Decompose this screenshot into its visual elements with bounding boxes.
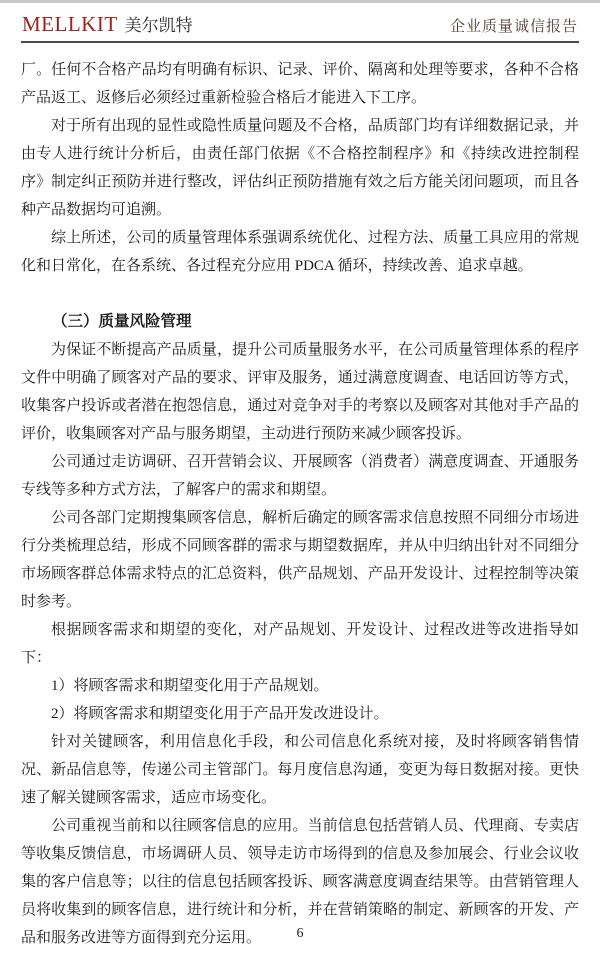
- paragraph: 公司通过走访调研、召开营销会议、开展顾客（消费者）满意度调查、开通服务专线等多种方式方法，了解客户的需求和期望。: [21, 454, 579, 498]
- paragraph: 对于所有出现的显性或隐性质量问题及不合格，品质部门均有详细数据记录，并由专人进行统计分析后，由责任部门依据《不合格控制程序》和《持续改进控制程序》制定纠正预防并进行整改，评估纠正预防措施有效之后方能关闭问题项，而且各种产品数据均可追溯。: [21, 118, 579, 218]
- page-number: 6: [296, 926, 304, 941]
- paragraph: 公司各部门定期搜集顾客信息，解析后确定的顾客需求信息按照不同细分市场进行分类梳理总结，形成不同顾客群的需求与期望数据库，并从中归纳出针对不同细分市场顾客群总体需求特点的汇总资料，供产品规划、产品开发设计、过程控制等决策时参考。: [21, 510, 579, 610]
- section-heading: （三）质量风险管理: [52, 313, 192, 330]
- report-title: 企业质量诚信报告: [449, 19, 578, 35]
- company-logo-en: MELLKIT: [22, 12, 118, 36]
- paragraph: 根据顾客需求和期望的变化，对产品规划、开发设计、过程改进等改进指导如下：: [21, 622, 579, 666]
- paragraph: 针对关键顾客，利用信息化手段，和公司信息化系统对接，及时将顾客销售情况、新品信息等，传递公司主管部门。每月度信息沟通，变更为每日数据对接。更快速了解关键顾客需求，适应市场变化。: [21, 734, 579, 806]
- company-logo: [22, 11, 193, 37]
- list-item: 2）将顾客需求和期望变化用于产品开发改进设计。: [51, 706, 389, 722]
- page-header: [21, 8, 579, 43]
- paragraph: 为保证不断提高产品质量，提升公司质量服务水平，在公司质量管理体系的程序文件中明确了顾客对产品的要求、评审及服务，通过满意度调查、电话回访等方式，收集客户投诉或者潜在抱怨信息，通过对竞争对手的考察以及顾客对其他对手产品的评价，收集顾客对产品与服务期望，主动进行预防来减少顾客投诉。: [21, 342, 579, 442]
- company-logo-cn: 美尔凯特: [124, 16, 193, 35]
- document-body: [21, 56, 579, 952]
- paragraph: 综上所述，公司的质量管理体系强调系统优化、过程方法、质量工具应用的常规化和日常化，在各系统、各过程充分应用 PDCA 循环，持续改善、追求卓越。: [21, 230, 579, 274]
- paragraph-continuation: 厂。任何不合格产品均有明确有标识、记录、评价、隔离和处理等要求，各种不合格产品返工、返修后必须经过重新检验合格后才能进入下工序。: [21, 62, 579, 106]
- list-item: 1）将顾客需求和期望变化用于产品规划。: [51, 678, 329, 694]
- paragraph: 公司重视当前和以往顾客信息的应用。当前信息包括营销人员、代理商、专卖店等收集反馈信息，市场调研人员、领导走访市场得到的信息及参加展会、行业会议收集的客户信息等；以往的信息包括顾客投诉、顾客满意度调查结果等。由营销管理人员将收集到的顾客信息，进行统计和分析，并在营销策略的制定、新顾客的开发、产品和服务改进等方面得到充分运用。: [21, 818, 579, 946]
